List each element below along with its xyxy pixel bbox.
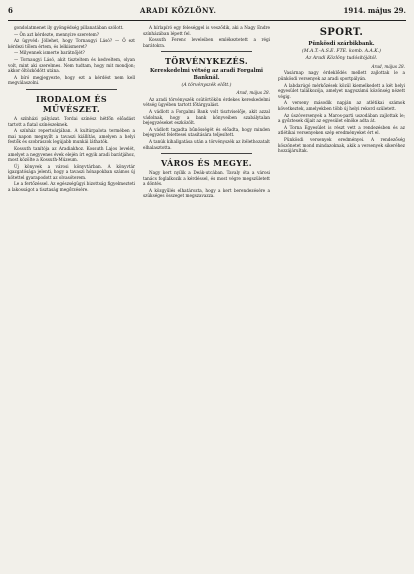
article-subheadline: (M.A.T.–A.S.E. FTE. komb. A.A.K.) <box>302 48 381 54</box>
article-headline: Kereskedelmi vétség az aradi Forgalmi Banknál. <box>149 68 264 81</box>
article-paragraph: — Ön azt kérdezte, mennyire szeretem? <box>14 31 99 37</box>
article-paragraph: Vasárnap nagy érdeklődés mellett zajlottak le a pünkösdi versenyek az aradi sportpályán. <box>278 70 405 81</box>
divider <box>161 51 252 52</box>
article-paragraph: Nagy kert nyílik a Deák-utcában. Tavaly óta a városi tanács foglalkozik a kérdéssel, és most végre megszületett a döntés. <box>143 170 270 187</box>
article-paragraph: A verseny második napján az atlétikai számok következtek, amelyekben több új helyi rekord született. <box>278 100 405 111</box>
article-paragraph: — Milyennek ismerte barátnőjét? <box>14 50 85 56</box>
section-title-varos-es-megye: VÁROS ÉS MEGYE. <box>160 158 252 169</box>
columns <box>8 25 406 573</box>
section-title-sport: SPORT. <box>319 27 364 38</box>
issue-date: 1914. május 29. <box>343 6 406 15</box>
article-paragraph: A labdarúgó mérkőzések közül kiemelkedett a két helyi egyesület találkozója, amelyet nagyszámú közönség nézett végig. <box>278 82 405 99</box>
article-headline: Pünkösdi szárbikbank. <box>308 41 375 47</box>
article-paragraph: Az aradi törvényszék csütörtökön érdekes kereskedelmi vétség ügyében tartott főtárgyalást. <box>143 96 270 108</box>
article-paragraph: Új könyvek a városi könyvtárban. A könyvtár igazgatósága jelenti, hogy a tavaszi hónapokban számos új kötettel gyarapodott az olvasóterem. <box>8 163 135 180</box>
section-title-torvenykezes: TÖRVÉNYKEZÉS. <box>164 56 249 67</box>
article-paragraph: Le a fertőzéssel. Az egészségügyi bizottság figyelmezteti a lakosságot a tisztaság megőrzésére. <box>8 181 135 193</box>
dateline: Arad, május 28. <box>371 63 405 69</box>
article-paragraph: Kossuth tanítója az Aradiakhoz. Kossuth Lajos levelét, amelyet a negyvenes évek elején írt egyik aradi barátjához, most közölte a Kossuth-Múzeum. <box>8 145 135 163</box>
divider <box>161 153 252 154</box>
column-3 <box>278 25 405 573</box>
newspaper-title: ARADI KÖZLÖNY. <box>139 6 217 15</box>
article-paragraph: A színházi pályázat. Tordai színész hétfőn előadást tartott a fiatal színészeknek. <box>8 115 135 127</box>
section-title-irodalom: IRODALOM ÉS MŰVÉSZET. <box>35 93 107 114</box>
article-paragraph: A vádlott a Forgalmi Bank volt tisztviselője, akit azzal vádolnak, hogy a bank könyveiben szabálytalan bejegyzéseket eszközölt. <box>143 108 270 126</box>
page-number: 6 <box>8 6 13 15</box>
article-paragraph: A közgyűlés elhatározta, hogy a kert berendezésére a szükséges összeget megszavazza. <box>143 187 270 199</box>
article-paragraph: Az úszóversenyek a Maros-parti uszodában zajlottak le; a győztesek díjait az egyesület elnöke adta át. <box>278 112 405 124</box>
dateline: Arad, május 28. <box>236 90 270 96</box>
article-source: Az Aradi Közlöny tudósítójától. <box>305 56 378 62</box>
article-paragraph: A bíró megjegyezte, hogy ezt a kérdést nem kell megválaszolni. <box>8 74 135 86</box>
column-2 <box>143 25 270 573</box>
article-paragraph: Az ügyvéd: Jóllehet, hogy Tornaugyi Lásó? — Ő ezt kérdezi tőlem értem, és lelkiismeret? <box>8 38 135 49</box>
article-subheadline: (A törvényszék előtt.) <box>181 82 232 88</box>
header-rule <box>8 20 406 21</box>
article-paragraph: A hírlapíró egy feleséggel is vesződik, aki a Nagy Endre színházában lépett fel. <box>143 25 270 36</box>
article-paragraph: A színház repertoárjában. A kultúrpalota termében a mai napon megnyílt a tavaszi kiállítás, amelyen a helyi festők és szobrászok legújabb munkái láthatók. <box>8 128 135 145</box>
article-paragraph: A Torna Egyesület is részt vett a rendezésben és az atlétikai versenyeken szép eredményeket ért el. <box>278 124 405 136</box>
divider <box>26 89 117 90</box>
article-paragraph: Kossuth Ferenc leveleiben emlékeztetett a régi barátokra. <box>143 37 270 48</box>
article-paragraph: A vádlott tagadta bűnösségét és előadta, hogy minden bejegyzést felettesei utasítására teljesített. <box>143 126 270 138</box>
column-1 <box>8 25 135 573</box>
page-header <box>8 6 406 18</box>
article-paragraph: A tanúk kihallgatása után a törvényszék az ítélethozatalt elhalasztotta. <box>143 138 270 150</box>
article-paragraph: — Tornaugyi Lásó, akit tiszteltem és kedveltem, olyan volt, mint aki szerelmes. Nem tudtam, hogy mit mondjon; akkor öltözködött utána. <box>8 56 135 74</box>
article-paragraph: gondolatmenet ily gyöngédség pillanatában szólott. <box>14 25 124 30</box>
article-paragraph: Pünkösdi versenyek eredményei. A rendezőség köszönetet mond mindazoknak, akik a versenyek sikeréhez hozzájárultak. <box>278 136 405 154</box>
